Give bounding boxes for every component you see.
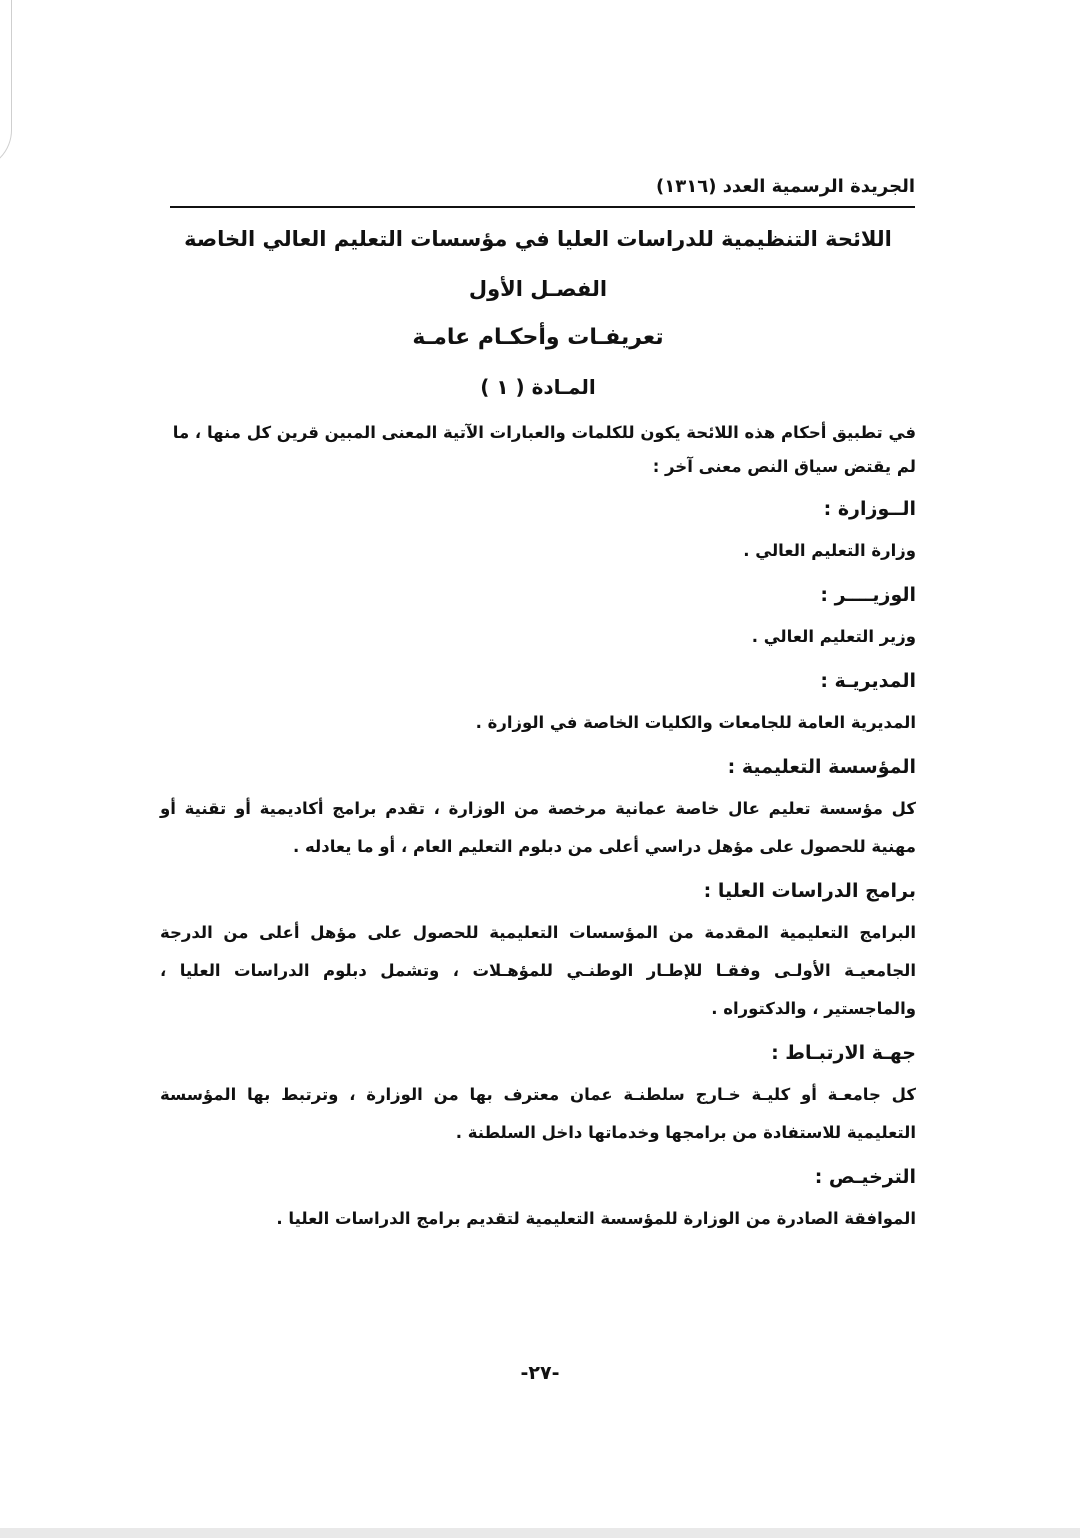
definition-term: الــوزارة : xyxy=(823,498,916,520)
bottom-edge xyxy=(0,1528,1080,1538)
definition-text: المديرية العامة للجامعات والكليات الخاصة في الوزارة . xyxy=(475,713,916,732)
gazette-running-title: الجريدة الرسمية العدد (١٣١٦) xyxy=(656,176,915,197)
definition-text: وزارة التعليم العالي . xyxy=(743,541,916,560)
page-edge-decoration xyxy=(0,0,12,170)
definition-term: المديريـة : xyxy=(820,670,916,692)
article-heading: المـادة ( ١ ) xyxy=(480,375,596,399)
definition-text: الموافقة الصادرة من الوزارة للمؤسسة التعليمية لتقديم برامج الدراسات العليا . xyxy=(276,1209,916,1228)
definition-text: كل جامعـة أو كليـة خـارج سلطنـة عمان معترف بها من الوزارة ، وترتبط بها المؤسسة التعليمية للاستفادة من برامجها وخدماتها داخل السلطنة . xyxy=(160,1085,916,1142)
chapter-heading: الفصـل الأول xyxy=(468,277,608,301)
definition-license xyxy=(160,1158,916,1238)
definition-ministry xyxy=(160,490,916,570)
definition-text: البرامج التعليمية المقدمة من المؤسسات التعليمية للحصول على مؤهل أعلى من الدرجة الجامعيـة الأولـى وفقـا للإطـار الوطنـي للمؤهـلات ، وتشمل دبلوم الدراسات العليا ، والماجستير ، والدكتوراه . xyxy=(160,923,916,1018)
definition-term: المؤسسة التعليمية : xyxy=(727,756,916,778)
document-body xyxy=(160,222,916,1244)
definition-term: برامج الدراسات العليا : xyxy=(703,880,916,902)
definition-minister xyxy=(160,576,916,656)
definition-term: الترخيـص : xyxy=(814,1166,916,1188)
intro-paragraph: في تطبيق أحكام هذه اللائحة يكون للكلمات والعبارات الآتية المعنى المبين قرين كل منها ، ما لم يقتض سياق النص معنى آخر : xyxy=(172,423,916,476)
definition-directorate xyxy=(160,662,916,742)
definition-term: الوزيــــر : xyxy=(820,584,916,606)
definition-graduate-programs xyxy=(160,872,916,1028)
running-header xyxy=(170,174,915,208)
definition-text: كل مؤسسة تعليم عال خاصة عمانية مرخصة من الوزارة ، تقدم برامج أكاديمية أو تقنية أو مهنية للحصول على مؤهل دراسي أعلى من دبلوم التعليم العام ، أو ما يعادله . xyxy=(160,799,916,856)
definition-affiliation xyxy=(160,1034,916,1152)
regulation-title: اللائحة التنظيمية للدراسات العليا في مؤسسات التعليم العالي الخاصة xyxy=(184,227,892,251)
chapter-title: تعريفـات وأحكـام عامـة xyxy=(412,325,664,350)
definition-text: وزير التعليم العالي . xyxy=(751,627,916,646)
definition-term: جهـة الارتبـاط : xyxy=(771,1042,916,1064)
page-number: -٢٧- xyxy=(520,1362,560,1384)
definition-institution xyxy=(160,748,916,866)
